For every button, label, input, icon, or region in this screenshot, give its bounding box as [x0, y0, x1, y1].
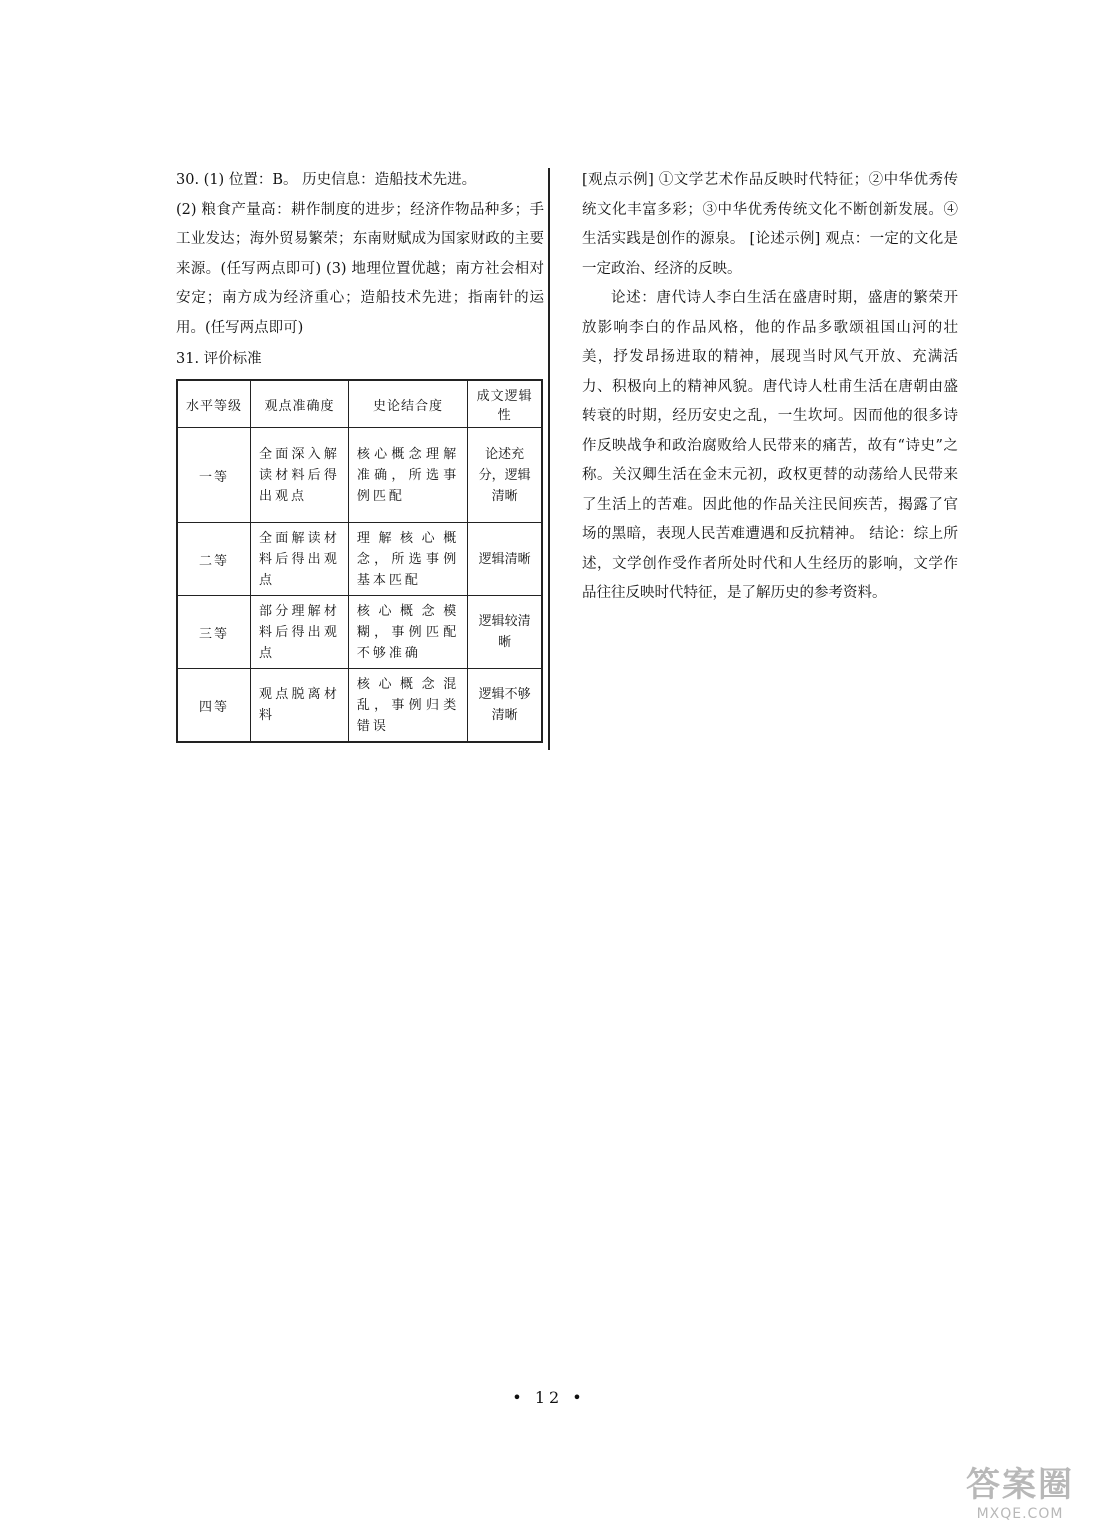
- q30-answer-part1: 30. (1) 位置：B。 历史信息：造船技术先进。: [176, 172, 477, 188]
- left-column: [176, 166, 544, 743]
- level-cell: 三等: [177, 596, 251, 669]
- header-logic: 成文逻辑性: [468, 380, 542, 428]
- q31-title: 31. 评价标准: [176, 351, 262, 367]
- view-cell: 观点脱离材料: [251, 669, 349, 743]
- table-row: [177, 596, 542, 669]
- table-row: [177, 523, 542, 596]
- header-level: 水平等级: [177, 380, 251, 428]
- viewpoint-example: [观点示例] ①文学艺术作品反映时代特征；②中华优秀传统文化丰富多彩；③中华优秀传统文化不断创新发展。④生活实践是创作的源泉。 [论述示例] 观点：一定的文化是一定政治、经济的反映。: [582, 172, 958, 277]
- watermark-logo: [966, 1457, 1074, 1522]
- watermark-line2: MXQE.COM: [976, 1506, 1064, 1522]
- page-number: • 12 •: [512, 1388, 586, 1407]
- view-cell: 部分理解材料后得出观点: [251, 596, 349, 669]
- level-cell: 一等: [177, 428, 251, 523]
- logic-cell: 论述充分，逻辑清晰: [468, 428, 542, 523]
- table-row: [177, 428, 542, 523]
- view-cell: 全面深入解读材料后得出观点: [251, 428, 349, 523]
- header-combine: 史论结合度: [348, 380, 467, 428]
- evaluation-table: [176, 379, 543, 743]
- table-header-row: [177, 380, 542, 428]
- combine-cell: 核心概念混乱，事例归类错误: [348, 669, 467, 743]
- combine-cell: 核心概念理解准确，所选事例匹配: [348, 428, 467, 523]
- argument-example: 论述：唐代诗人李白生活在盛唐时期，盛唐的繁荣开放影响李白的作品风格，他的作品多歌颂祖国山河的壮美，抒发昂扬进取的精神，展现当时风气开放、充满活力、积极向上的精神风貌。唐代诗人杜甫生活在唐朝由盛转衰的时期，经历安史之乱，一生坎坷。因而他的很多诗作反映战争和政治腐败给人民带来的痛苦，故有“诗史”之称。关汉卿生活在金末元初，政权更替的动荡给人民带来了生活上的苦难。因此他的作品关注民间疾苦，揭露了官场的黑暗，表现人民苦难遭遇和反抗精神。 结论：综上所述，文学创作受作者所处时代和人生经历的影响，文学作品往往反映时代特征，是了解历史的参考资料。: [582, 290, 958, 601]
- level-cell: 二等: [177, 523, 251, 596]
- view-cell: 全面解读材料后得出观点: [251, 523, 349, 596]
- level-cell: 四等: [177, 669, 251, 743]
- combine-cell: 理解核心概念，所选事例基本匹配: [348, 523, 467, 596]
- logic-cell: 逻辑不够清晰: [468, 669, 542, 743]
- column-divider: [548, 168, 550, 750]
- watermark-line1: 答案圈: [966, 1465, 1074, 1505]
- right-column: [582, 166, 958, 609]
- table-row: [177, 669, 542, 743]
- q30-answer-part2: (2) 粮食产量高：耕作制度的进步；经济作物品种多；手工业发达；海外贸易繁荣；东南财赋成为国家财政的主要来源。(任写两点即可) (3) 地理位置优越；南方社会相对安定；南方成为经济重心；造船技术先进；指南针的运用。(任写两点即可): [176, 201, 544, 336]
- logic-cell: 逻辑较清晰: [468, 596, 542, 669]
- combine-cell: 核心概念模糊，事例匹配不够准确: [348, 596, 467, 669]
- header-view: 观点准确度: [251, 380, 349, 428]
- logic-cell: 逻辑清晰: [468, 523, 542, 596]
